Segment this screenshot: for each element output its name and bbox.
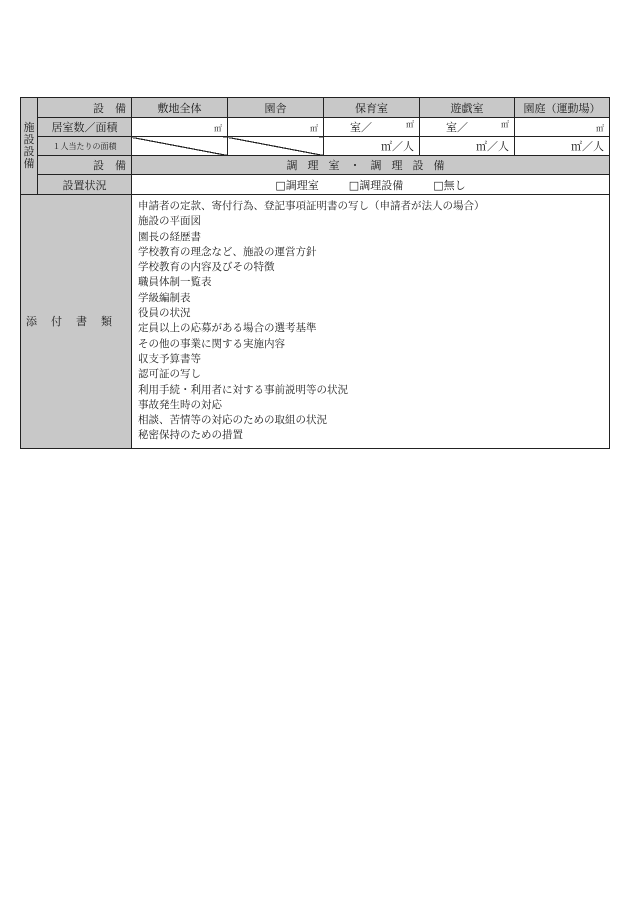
- attachment-item: 職員体制一覧表: [138, 276, 212, 289]
- attachment-item: 利用手続・利用者に対する事前説明等の状況: [138, 383, 348, 396]
- attachment-item: 施設の平面図: [138, 215, 201, 228]
- attachment-item: 収支予算書等: [138, 352, 201, 365]
- column-play-room: 遊戯室: [420, 98, 515, 118]
- attachments-list: [132, 195, 610, 449]
- facility-side-label: 施 設 設 備: [21, 98, 38, 195]
- attachment-item: 相談、苦情等の対応のための取組の状況: [138, 414, 327, 427]
- column-yard: 園庭（運動場）: [515, 98, 610, 118]
- column-nursery-room: 保育室: [324, 98, 420, 118]
- attachments-label: 添付書類: [21, 195, 132, 449]
- attachment-item: 学校教育の理念など、施設の運営方針: [138, 245, 317, 258]
- column-building: 園舎: [228, 98, 324, 118]
- attachment-item: 認可証の写し: [138, 368, 201, 381]
- facility-header-label: 設 備: [38, 98, 132, 118]
- nursery-per-person-field[interactable]: ㎡／人: [324, 137, 420, 156]
- option-none[interactable]: □無し: [433, 178, 466, 192]
- nursery-room-area-field[interactable]: 室／ ㎡: [324, 118, 420, 137]
- building-per-person-blank: [228, 137, 324, 156]
- site-area-field[interactable]: ㎡: [132, 118, 228, 137]
- attachment-item: 定員以上の応募がある場合の選考基準: [138, 322, 317, 335]
- site-per-person-blank: [132, 137, 228, 156]
- attachment-item: 事故発生時の対応: [138, 398, 222, 411]
- attachment-item: 秘密保持のための措置: [138, 429, 243, 442]
- facility-application-form: [20, 97, 610, 449]
- option-kitchen-room[interactable]: □調理室: [275, 178, 319, 192]
- kitchen-header-label: 設 備: [38, 156, 132, 175]
- attachment-item: 役員の状況: [138, 307, 191, 320]
- building-area-field[interactable]: ㎡: [228, 118, 324, 137]
- column-site: 敷地全体: [132, 98, 228, 118]
- per-person-label: １人当たりの面積: [38, 137, 132, 156]
- attachment-item: その他の事業に関する実施内容: [138, 337, 285, 350]
- kitchen-status-options: [132, 175, 610, 195]
- yard-area-field[interactable]: ㎡: [515, 118, 610, 137]
- attachment-item: 園長の経歴書: [138, 230, 201, 243]
- kitchen-title: 調理室・調理設備: [132, 156, 610, 175]
- area-row-label: 居室数／面積: [38, 118, 132, 137]
- attachment-item: 申請者の定款、寄付行為、登記事項証明書の写し（申請者が法人の場合）: [138, 200, 485, 212]
- option-kitchen-equipment[interactable]: □調理設備: [348, 178, 404, 192]
- yard-per-person-field[interactable]: ㎡／人: [515, 137, 610, 156]
- attachment-item: 学校教育の内容及びその特徴: [138, 261, 275, 274]
- play-per-person-field[interactable]: ㎡／人: [420, 137, 515, 156]
- attachment-item: 学級編制表: [138, 291, 191, 304]
- kitchen-status-label: 設置状況: [38, 175, 132, 195]
- play-room-area-field[interactable]: 室／ ㎡: [420, 118, 515, 137]
